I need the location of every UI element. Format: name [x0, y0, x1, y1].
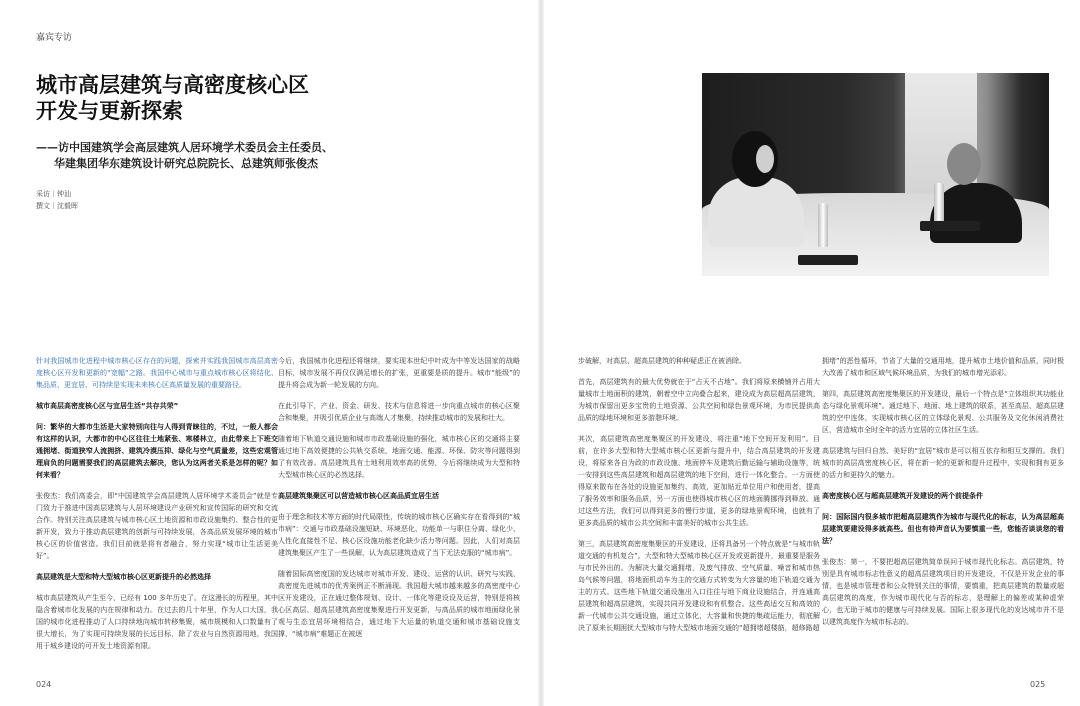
body-paragraph: 第四，高层建筑高密度集聚区的开发建设，最后一个特点是“立体组织其功能业态与绿化景观环境”。通过地下、地面、地上建筑的联系，甚至高层、超高层建筑的空中连体，实现城市核心区的立体绿化景观、公共服务及文化休闲消费社区，营造城市全时全年的活力宜居的立体社区生活。	[822, 390, 1064, 434]
photo-name-plate	[920, 221, 980, 231]
body-paragraph: 步破解，对高层、超高层建筑的种种疑虑正在被消除。	[578, 357, 746, 365]
section-heading: 高密度核心区与超高层建筑开发建设的两个前提条件	[822, 492, 983, 500]
text-column-1	[36, 355, 278, 661]
subtitle-line-1: ——访中国建筑学会高层建筑人居环境学术委员会主任委员、	[36, 141, 333, 154]
body-paragraph: 由于理念和技术等方面的时代局限性，传统的城市核心区确实存在看得到的“城市病”：交通与市政基础设施短缺、环境恶化、功能单一与职住分离、绿化少、人性化直接性不足、核心区设施功能老化缺少活力等问题。因此，人们对高层建筑集聚区产生了一些误解，认为高层建筑造成了当下无法克服的“城市病”。	[278, 513, 520, 557]
question-paragraph: 问：国际国内很多城市把超高层建筑作为城市与现代化的标志，认为高层超高层建筑要建设得多就高些。但也有待声音认为要慎重一些，您能否谈谈您的看法？	[822, 513, 1064, 545]
section-heading: 高层建筑是大型和特大型城市核心区更新提升的必然选择	[36, 573, 211, 581]
answer-paragraph: 张俊杰：第一，不要把超高层建筑简单误问于城市现代化标志。高层建筑，特别是具有城市标志性意义的超高层建筑项目的开发建设，不仅是开发企业的事情，也是城市管理者和公众特别关注的事情，要慎重，把高层建筑的数量或超高层建筑的高度，作为城市现代化与否的标志，是理解上的偏差或某种虚荣心，也无助于城市的健康与可持续发展。国际上很多现代化的发达城市并不是以建筑高度作为城市标志的。	[822, 558, 1064, 626]
title-line-1: 城市高层建筑与高密度核心区	[36, 73, 309, 97]
article-intro: 针对我国城市化进程中城市核心区存在的问题，探索并实践我国城市高层高密度核心区开发和更新的“宽幅”之路。我国中心城市与重点城市核心区将结化、集品质、更宜居、可持续是实现未来核心区高质量发展的重要路径。	[36, 357, 278, 389]
subtitle-line-2: 华建集团华东建筑设计研究总院院长、总建筑师张俊杰	[54, 157, 318, 170]
body-paragraph: 首先，高层建筑有的最大优势就在于“占天不占地”。我们将原来横铺并占用大量城市土地面积的建筑，朝着空中立向叠合起来，建设成为高层超高层建筑，为城市保留出更多宝贵的土地资源、公共空间和绿色景观环境，为市民提供高品质的绿地环境和更多游憩环境。	[578, 378, 820, 422]
section-heading: 高层建筑集聚区可以营造城市核心区高品质宜居生活	[278, 492, 439, 500]
answer-paragraph: 张俊杰：我们高委会，即“中国建筑学会高层建筑人居环境学术委员会”就是专门致力于推进中国高层建筑与人居环境建设产业研究和宣传国际的研究和交流合作。特别关注高层建筑与城市核心区土地资源和市政设施集约、整合性的更新开发，致力于推动高层建筑的创新与可持续发展，各高品质发展环境的城市核心区的价值营造。我们目前就是将有者融合，努力实现“城市让生活更美好”。	[36, 492, 278, 560]
text-column-4	[822, 355, 1064, 637]
photo-interviewee-head	[947, 143, 981, 185]
text-column-3	[578, 355, 820, 643]
page-number-left: 024	[36, 680, 52, 689]
body-paragraph: 在此引导下，产业、资金、研发、技术与信息将进一步向重点城市的核心区聚合和集聚，并吸引优质企业与高端人才集聚，持续推动城市的发展和壮大。	[278, 402, 520, 422]
photo-name-plate	[798, 255, 858, 265]
photo-interviewer-face	[756, 145, 774, 173]
article-title	[36, 72, 366, 124]
title-line-2: 开发与更新探索	[36, 99, 183, 123]
photo-interviewer-body	[708, 177, 804, 247]
body-paragraph: 拥堵”的恶性循环，节省了大量的交通用地，提升城市土地价值和品质，同时极大改善了城市和区域气候环境品质，为我们的城市增光添彩。	[822, 357, 1064, 377]
section-label: 嘉宾专访	[36, 33, 73, 43]
section-heading: 城市高层高密度核心区与宜居生活“共存共荣”	[36, 402, 179, 410]
body-paragraph: 高层建筑与回归自然、美好的“宜居”城市是可以相互依存和相互支撑的。我们城市的高层高密度核心区，将在新一轮的更新和提升过程中，实现和拥有更多的活力和更持久的魅力。	[822, 447, 1064, 479]
body-paragraph: 其次，高层建筑高密度集聚区的开发建设，将注重“地下空间开发利用”。目前，在许多大型和特大型城市核心区更新与提升中，结合高层建筑的开发建设，将原来各自为政的市政设施、地面停车及建筑后勤运输与辅助设施等，统一安排到这些高层建筑和超高层建筑的地下空间，进行一体化整合。一方面使得原来散布在各处的设施更加集约、高效，更加贴近单位用户和使用者，提高了服务效率和服务品质，另一方面也使得城市核心区的地面腾挪得到释放。通过这些方法，我们可以得到更多的慢行步道，更多的绿地景观环境，也就有了更多高品质的城市公共空间和丰富美好的城市公共生活。	[578, 435, 820, 527]
article-subtitle	[36, 140, 396, 172]
article-credits	[36, 188, 78, 212]
interview-photo	[702, 73, 1049, 276]
body-paragraph: 城市高层建筑从产生至今，已经有 100 多年历史了。在这漫长的历程里，其中隐含着城市化发展的内在规律和动力。在过去的几十年里，作为人口大国，我国的城市化进程推动了人口持续地向城市转移集聚，城市规模和人口数量有了很大增长，为了实现可持续发展的长远目标，除了农业与自然资源用地，我国用于城乡建设的可开发土地资源有限。	[36, 594, 278, 650]
body-paragraph: 随着国际高密度国的发达城市对城市开发、建设、运营的认识、研究与实践，高密度先进城市的优秀案例正不断涌现。我国超大城市越来越多的高密度中心区开发建设，正在通过整体规划、设计、一体化等建设设及运营，特别是将核心区高层、超高层建筑高密度集聚进行开发更新，与高品质的城市地面绿化景观与生态宜居环境相结合，通过地下大运量的轨道交通和城市基础设施支撑，“城市病”难题正在被逐	[278, 570, 520, 638]
body-paragraph: 随着地下轨道交通设施和城市市政基础设施的强化，城市核心区的交通将主要通过地下高效便捷的公共轨交系统，地面交通、能源、环保、防灾等问题得到了有效改善。高层建筑具有土地利用效率高的优势，今后将继续成为大型和特大型城市核心区的必然选择。	[278, 435, 520, 479]
body-paragraph: 第三，高层建筑高密度集聚区的开发建设，还将具备另一个特点就是“与城市轨道交通的有机复合”。大型和特大型城市核心区开发或更新提升，最重要是服务与市民外出的。为解决大量交通拥堵，及废气排放、空气质量、噪音和城市热岛气候等问题，将地面机动车为主的交通方式转变为大容量的地下轨道交通为主的方式。这些地下轨道交通设施出入口往往与地下商业设施结合，并连通高层建筑和超高层建筑，实现共同开发建设和有机整合。这些高适交互和高效的新一代城市公共交通设施，通过立体化、大容量和快捷的集疏运能力，彻底解决了原来长期困扰大型城市与特大型城市地面交通的“超拥堵超楼筋，超修路超	[578, 540, 820, 632]
question-paragraph: 问：繁华的大都市生活是大家特别向往与人得到青睐往的，不过，一般人都会有这样的认识，大都市的中心区往往土地紧张、寒楼林立，由此带来上下班交通拥堵、街道狭窄人流拥挤、建筑冷漠压抑、绿化与空气质量差，这些宏观管理肩负的问题需要我们的高层建筑去解决，您认为这两者关系是怎样的呢？如何来看？	[36, 423, 278, 479]
page-number-right: 025	[1030, 680, 1046, 689]
text-column-2	[278, 355, 520, 649]
photo-water-bottle	[818, 203, 828, 247]
credit-interviewer: 采访｜钟汕	[36, 190, 71, 198]
body-paragraph: 今后，我国城市化进程还将继续，要实现本世纪中叶成为中等发达国家的战略目标，城市发展不再仅仅满足增长的扩张，更重要是质的提升。城市“能级”的提升将会成为新一轮发展的方向。	[278, 357, 520, 389]
credit-writer: 撰文｜沈毅晖	[36, 202, 78, 210]
